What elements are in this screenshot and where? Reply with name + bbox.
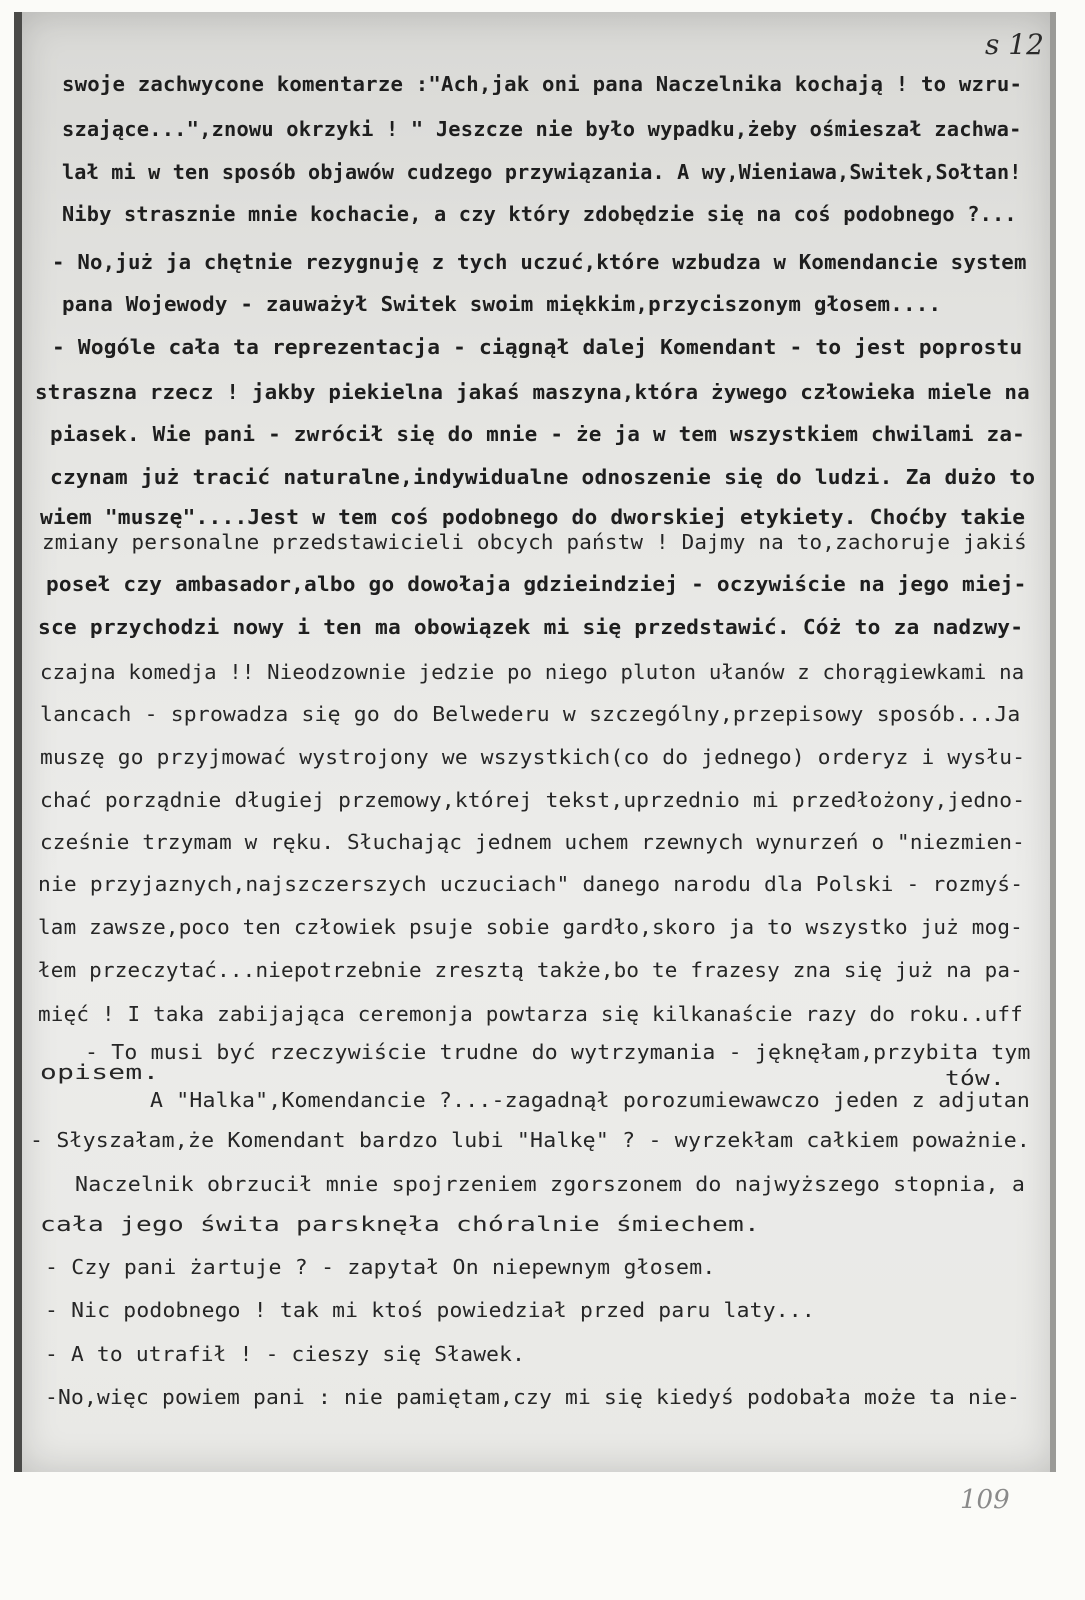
text-line: lał mi w ten sposób objawów cudzego przywiązania. A wy,Wieniawa,Switek,Sołtan! [62,160,1022,184]
text-line: straszna rzecz ! jakby piekielna jakaś maszyna,która żywego człowieka miele na [35,380,1030,404]
text-line: cała jego świta parsknęła chóralnie śmiechem. [40,1212,760,1236]
text-line: poseł czy ambasador,albo go dowołaja gdzieindziej - oczywiście na jego miej- [46,572,1027,596]
text-line: swoje zachwycone komentarze :"Ach,jak oni pana Naczelnika kochają ! to wzru- [62,72,1023,96]
archive-page-number: 109 [960,1485,1010,1515]
text-line: czynam już tracić naturalne,indywidualne odnoszenie się do ludzi. Za dużo to [50,465,1036,489]
text-line: wiem "muszę"....Jest w tem coś podobnego do dworskiej etykiety. Choćby takie [40,505,1026,529]
text-line: - Czy pani żartuje ? - zapytał On niepewnym głosem. [45,1255,716,1279]
text-line: mięć ! I taka zabijająca ceremonja powtarza się kilkanaście razy do roku..uff [38,1002,1023,1026]
text-line: - A to utrafił ! - cieszy się Sławek. [45,1342,526,1366]
text-line: cześnie trzymam w ręku. Słuchając jednem uchem rzewnych wynurzeń o "niezmien- [40,830,1025,854]
text-line: Naczelnik obrzucił mnie spojrzeniem zgorszonem do najwyższego stopnia, a [75,1172,1026,1196]
text-line: - Nic podobnego ! tak mi ktoś powiedział przed paru laty... [45,1298,815,1322]
text-line: chać porządnie długiej przemowy,której tekst,uprzednio mi przedłożony,jedno- [40,788,1026,812]
text-line: tów. [945,1066,1005,1090]
text-line: pana Wojewody - zauważył Switek swoim miękkim,przyciszonym głosem.... [62,292,942,316]
text-line: - To musi być rzeczywiście trudne do wytrzymania - jęknęłam,przybita tym [85,1040,1031,1064]
text-line: - Wogóle cała ta reprezentacja - ciągnął dalej Komendant - to jest poprostu [52,335,1023,359]
text-line: nie przyjaznych,najszczerszych uczuciach" danego narodu dla Polski - rozmyś- [38,872,1024,896]
text-line: lam zawsze,poco ten człowiek psuje sobie gardło,skoro ja to wszystko już mog- [38,915,1023,939]
text-line: czajna komedja !! Nieodzownie jedzie po niego pluton ułanów z chorągiewkami na [40,660,1025,684]
text-line: sce przychodzi nowy i ten ma obowiązek mi się przedstawić. Cóż to za nadzwy- [38,615,1024,639]
text-line: - Słyszałam,że Komendant bardzo lubi "Halkę" ? - wyrzekłam całkiem poważnie. [30,1128,1031,1152]
text-line: łem przeczytać...niepotrzebnie zresztą także,bo te frazesy zna się już na pa- [38,958,1023,982]
text-line: piasek. Wie pani - zwrócił się do mnie - że ja w tem wszystkiem chwilami za- [50,422,1025,446]
text-line: opisem. [40,1060,160,1084]
text-line: szające...",znowu okrzyki ! " Jeszcze nie było wypadku,żeby ośmieszał zachwa- [62,117,1022,141]
text-line: muszę go przyjmować wystrojony we wszystkich(co do jednego) orderyz i wysłu- [40,745,1026,769]
text-line: Niby strasznie mnie kochacie, a czy który zdobędzie się na coś podobnego ?... [62,202,1017,226]
text-line: A "Halka",Komendancie ?...-zagadnął porozumiewawczo jeden z adjutan [150,1088,1031,1112]
text-line: -No,więc powiem pani : nie pamiętam,czy mi się kiedyś podobała może ta nie- [45,1385,1020,1409]
text-line: lancach - sprowadza się go do Belwederu w szczególny,przepisowy sposób...Ja [40,702,1021,726]
text-line: zmiany personalne przedstawicieli obcych państw ! Dajmy na to,zachoruje jakiś [42,530,1027,554]
text-line: - No,już ja chętnie rezygnuję z tych uczuć,które wzbudza w Komendancie system [52,250,1027,274]
page-folio-number: s 12 [985,28,1044,61]
